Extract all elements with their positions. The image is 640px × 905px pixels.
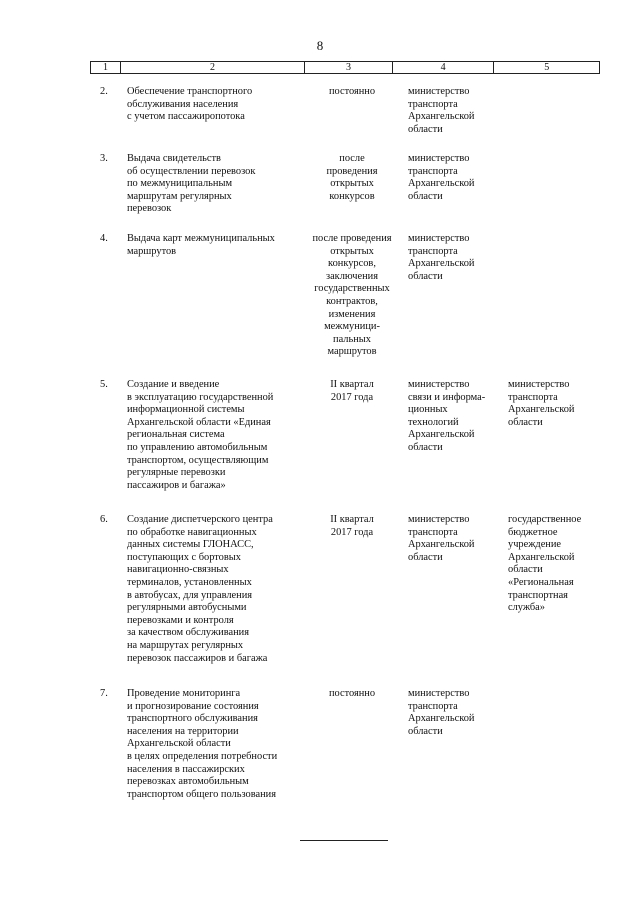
row-executor: министерство транспорта Архангельской области bbox=[408, 688, 475, 737]
row-number: 2. bbox=[100, 86, 108, 97]
row-description: Проведение мониторинга и прогнозирование состояния транспортного обслуживания населения на территории Архангельской области в целях определения потребности населения в пассажирских перевозках автомобильным транспортом общего пользования bbox=[127, 688, 278, 800]
row-number: 6. bbox=[100, 514, 108, 525]
header-col-3: 3 bbox=[305, 62, 393, 73]
row-term: II квартал 2017 года bbox=[330, 514, 374, 538]
row-executor: министерство транспорта Архангельской области bbox=[408, 514, 475, 563]
page-number: 8 bbox=[316, 38, 324, 53]
header-col-4: 4 bbox=[393, 62, 495, 73]
header-col-1: 1 bbox=[91, 62, 121, 73]
row-number: 5. bbox=[100, 379, 108, 390]
header-col-5: 5 bbox=[544, 62, 550, 73]
row-executor: министерство связи и информа- ционных технологий Архангельской области bbox=[408, 379, 486, 453]
row-description: Обеспечение транспортного обслуживания населения с учетом пассажиропотока bbox=[127, 86, 253, 123]
row-number: 7. bbox=[100, 688, 108, 699]
row-executor: министерство транспорта Архангельской области bbox=[408, 233, 475, 282]
header-col-2: 2 bbox=[121, 62, 305, 73]
footer-divider bbox=[300, 840, 388, 841]
row-description: Выдача карт межмуниципальных маршрутов bbox=[127, 233, 275, 257]
row-description: Выдача свидетельств об осуществлении перевозок по межмуниципальным маршрутам регулярных перевозок bbox=[127, 153, 256, 215]
row-executor: министерство транспорта Архангельской области bbox=[408, 153, 475, 202]
row-executor: министерство транспорта Архангельской области bbox=[408, 86, 475, 135]
table-header bbox=[90, 61, 600, 74]
row-term: II квартал 2017 года bbox=[330, 379, 374, 403]
row-term: после проведения открытых конкурсов, заключения государственных контрактов, изменения межмуници- пальных маршрутов bbox=[312, 233, 392, 358]
row-responsible: государственное бюджетное учреждение Архангельской области «Региональная транспортная служба» bbox=[508, 514, 582, 614]
row-term: постоянно bbox=[328, 688, 376, 699]
row-term: постоянно bbox=[328, 86, 376, 97]
row-description: Создание диспетчерского центра по обработке навигационных данных системы ГЛОНАСС, поступающих с бортовых навигационно-связных терминалов, установленных в автобусах, для управления регулярными автобусными перевозками и контроля за качеством обслуживания на маршрутах регулярных перевозок пассажиров и багажа bbox=[127, 514, 273, 664]
row-number: 4. bbox=[100, 233, 108, 244]
row-description: Создание и введение в эксплуатацию государственной информационной системы Архангельской области «Единая региональная система по управлению автомобильным транспортом, осуществляющим регулярные перевозки пассажиров и багажа» bbox=[127, 379, 274, 491]
row-responsible: министерство транспорта Архангельской области bbox=[508, 379, 575, 428]
row-number: 3. bbox=[100, 153, 108, 164]
row-term: после проведения открытых конкурсов bbox=[326, 153, 378, 202]
